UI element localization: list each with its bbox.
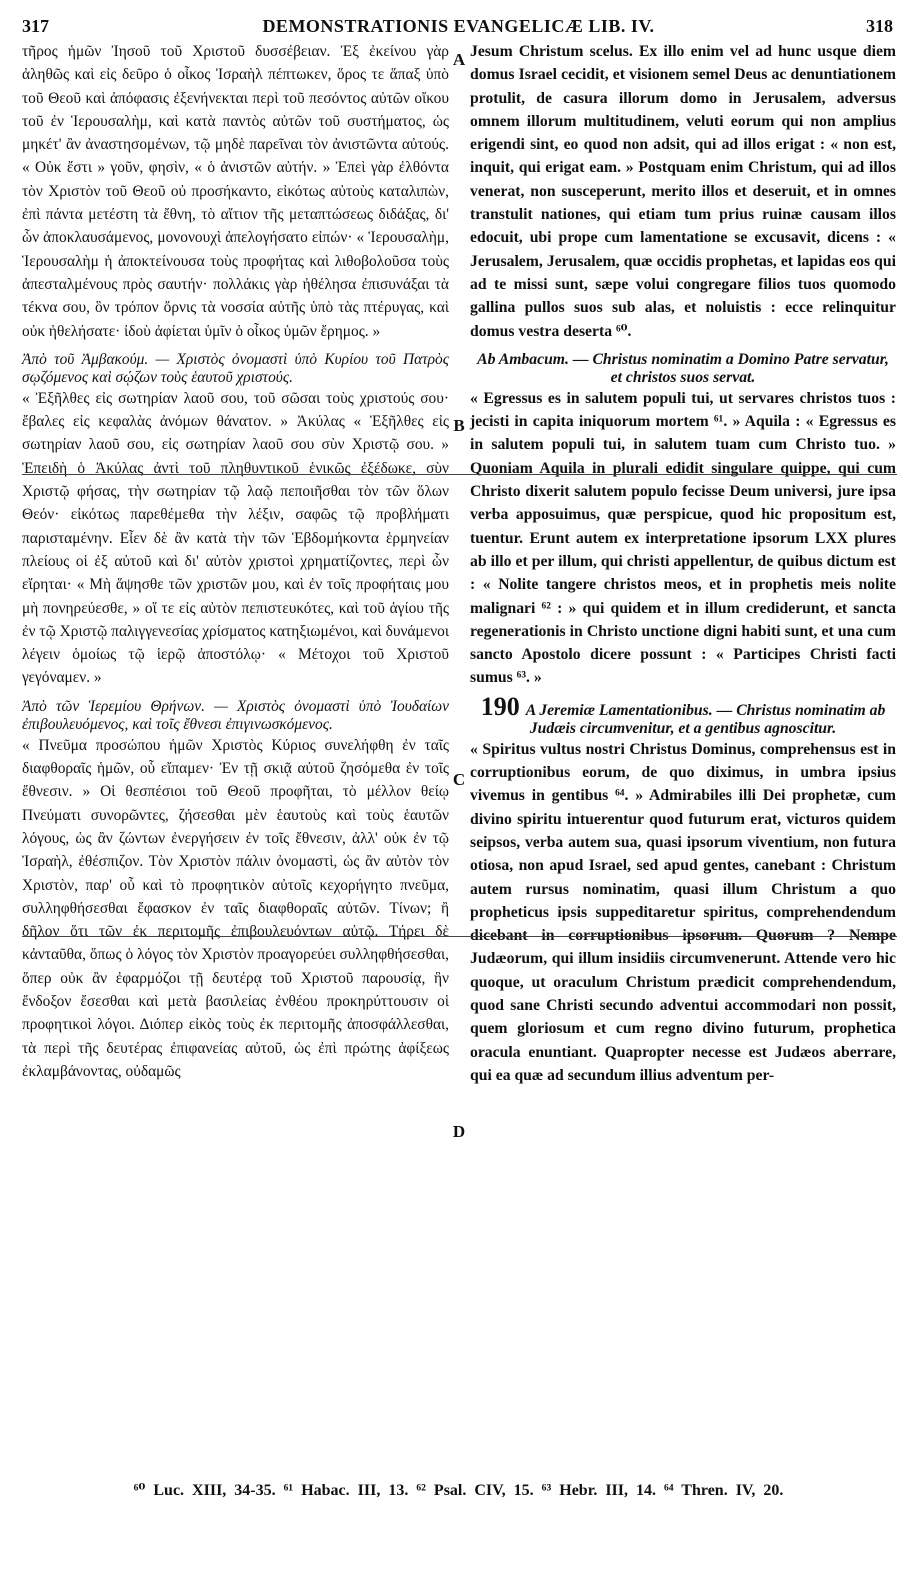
column-number: 190: [480, 691, 520, 721]
latin-heading-lamentations: 190 A Jeremiæ Lamentationibus. — Christus nominatim ab Judæis circumvenitur, et a gentibus agnoscitur.: [480, 691, 886, 737]
section-divider: [22, 936, 897, 937]
page-number-right: 318: [866, 16, 893, 36]
latin-column: [470, 40, 896, 1087]
greek-paragraph-1: τῆρος ἡμῶν Ἰησοῦ τοῦ Χριστοῦ δυσσέβειαν. Ἐξ ἐκείνου γὰρ ἀληθῶς καὶ εἰς δεῦρο ὁ οἶκος Ἰσραὴλ πέπτωκεν, ὅρος τε ἅπαξ ὑπὸ τοῦ Θεοῦ καὶ ἀπόφασις ἐξενήνεκται περὶ τοῦ πεσόντος αὐτῶν οἴκου τοῦ ἐν Ἱερουσαλὴμ, καὶ κατὰ παντὸς αὐτῶν τοῦ συστήματος, ὡς μηκέτ' ἂν ἀναστησομένων, τῷ μηδὲ παρεῖναι τὸν ἀνιστῶντα αὐτούς. « Οὐκ ἔστι » γοῦν, φησὶν, « ὁ ἀνιστῶν αὐτήν. » Ἐπεὶ γὰρ ἐλθόντα τὸν Χριστὸν τοῦ Θεοῦ οὐ προσήκαντο, εἰκότως αὐτοὺς καταλιπὼν, ἐπὶ πάντα μετέστη τὰ ἔθνη, τὸ αἴτιον τῆς μεταπτώσεως διδάξας, δι' ὧν ἀποκλαυσάμενος, μονονουχὶ ἀπελογήσατο εἰπών· « Ἱερουσαλὴμ, Ἱερουσαλὴμ ἡ ἀποκτείνουσα τοὺς προφήτας καὶ λιθοβολοῦσα τοὺς ἀπεσταλμένους πρὸς σαυτήν· πολλάκις γὰρ ἠθέλησα ἐπισυνάξαι τὰ τέκνα σου, ὃν τρόπον ὄρνις τὰ νοσσία αὐτῆς ὑπὸ τὰς πτέρυγας, καὶ οὐκ ἠθελήσατε· ἰδοὺ ἀφίεται ὑμῖν ὁ οἶκος ὑμῶν ἔρημος. »: [22, 43, 449, 340]
page-header: [0, 12, 917, 40]
latin-heading-habakkuk: Ab Ambacum. — Christus nominatim a Domino Patre servatur, et christos suos servat.: [477, 350, 889, 386]
footnotes: ⁶⁰ Luc. XIII, 34-35. ⁶¹ Habac. III, 13. ⁶² Psal. CIV, 15. ⁶³ Hebr. III, 14. ⁶⁴ Thren. IV, 20.: [133, 1482, 784, 1499]
greek-paragraph-2: « Ἐξῆλθες εἰς σωτηρίαν λαοῦ σου, τοῦ σῶσαι τοὺς χριστούς σου· ἔβαλες εἰς κεφαλὰς ἀνόμων θάνατον. » Ἀκύλας « Ἐξῆλθες εἰς σωτηρίαν λαοῦ σου, εἰς σωτηρίαν λαοῦ σου σὺν Χριστῷ σου. » Ἐπειδὴ ὁ Ἀκύλας ἀντὶ τοῦ πληθυντικοῦ ἑνικῶς ἐξέδωκε, σὺν Χριστῷ φήσας, τὴν σωτηρίαν τῷ λαῷ πεποιῆσθαι τὸν τῶν ὅλων Θεόν· εἰκότως παρεθέμεθα τὴν λέξιν, σαφῶς τῷ προβλήματι παρισταμένην. Εἶεν δὲ ἂν κατὰ τὴν τῶν Ἑβδομήκοντα ἑρμηνείαν πλείους οἱ ἐξ αὐτοῦ καὶ δι' αὐτὸν χριστοὶ χρηματίζοντες, περὶ ὧν εἴρηται· « Μὴ ἅψησθε τῶν χριστῶν μου, καὶ ἐν τοῖς προφήταις μου μὴ πονηρεύεσθε, » οἵ τε εἰς αὐτὸν πεπιστευκότες, καὶ τοῦ ἁγίου τῆς ἐν τῷ Χριστῷ παλιγγενεσίας χρίσματος κατηξιωμένοι, καὶ δυνάμενοι λέγειν ὁμοίως τῷ ἱερῷ ἀποστόλῳ· « Μέτοχοι τοῦ Χριστοῦ γεγόναμεν. »: [22, 389, 449, 687]
section-divider: [22, 474, 897, 475]
latin-paragraph-2: « Egressus es in salutem populi tui, ut servares christos tuos : jecisti in capita iniquorum mortem ⁶¹. » Aquila : « Egressus es in salutem populi tui, in salutem tuam cum Christo tuo. » Quoniam Aquila in plurali edidit singulare quippe, qui cum Christo dixerit salutem populo fecisse Deum universi, jure ipsa verba apposuimus, quæ perspicue, quod hic propositum est, tuentur. Erunt autem ex interpretatione ipsorum LXX plures ab illo et per illum, qui christi appellentur, de quibus dictum est : « Nolite tangere christos meos, et in prophetis meis nolite malignari ⁶² : » qui quidem et in illum crediderunt, et sancta regenerationis in Christo unctione digni habiti sunt, et una cum sancto Apostolo dicere possunt : « Participes Christi facti sumus ⁶³. »: [470, 389, 896, 687]
latin-paragraph-3: « Spiritus vultus nostri Christus Dominus, comprehensus est in corruptionibus eorum, de quo diximus, in umbra ipsius vivemus in gentibus ⁶⁴. » Admirabiles illi Dei prophetæ, cum divino spiritu intuerentur quod futurum erat, victuros quidem seipsos, verba autem sua, quasi ipsorum viventium, non futura otiosa, non apud Israel, sed apud gentes, canebant : Christum autem rursus nominatim, quasi illum Christum a quo propheticus ipsis suppeditaretur spiritus, comprehendendum dicebant in corruptionibus ipsorum. Quorum ? Nempe Judæorum, qui illum insidiis circumvenerunt. Attende vero hic quoque, ut oraculum Christum prædicit comprehendendum, quod sane Christi secundo adventui accommodari non possit, quem gloriosum et cum regno divino futurum, prophetica oracula enuntiant. Quapropter necesse est Judæos aberrare, qui ea quæ ad secundum illius adventum per-: [470, 740, 896, 1084]
page-number-left: 317: [22, 16, 49, 36]
latin-paragraph-1: Jesum Christum scelus. Ex illo enim vel ad hunc usque diem domus Israel cecidit, et visionem semel Deus ac denuntiationem protulit, de casura illorum domo in Jerusalem, adversus omnem illorum multitudinem, veluti eorum qui non amplius erigendi sint, eo quod non adsit, qui ad illos erigat : « non est, inquit, qui erigat eam. » Postquam enim Christum, qui ad illos venerat, non susceperunt, merito illos et deseruit, et in omnes transtulit nationes, qui etiam tum prius ruinæ causam illos edocuit, ubi prope cum lamentatione se excusavit, dicens : « Jerusalem, Jerusalem, quæ occidis prophetas, et lapidas eos qui ad te missi sunt, sæpe volui congregare filios tuos quomodo gallina pullos suos sub alas, et noluistis : ecce relinquitur domus vestra deserta ⁶⁰.: [470, 43, 896, 340]
greek-heading-lamentations: Ἀπὸ τῶν Ἱερεμίου Θρήνων. — Χριστὸς ὀνομαστὶ ὑπὸ Ἰουδαίων ἐπιβουλευόμενος, καὶ τοῖς ἔθνεσι ἐπιγινωσκόμενος.: [22, 697, 449, 733]
greek-heading-habakkuk: Ἀπὸ τοῦ Ἀμβακούμ. — Χριστὸς ὀνομαστὶ ὑπὸ Κυρίου τοῦ Πατρὸς σῳζόμενος καὶ σῴζων τοὺς ἑαυτοῦ χριστούς.: [22, 350, 449, 386]
margin-marker-d: D: [452, 1122, 466, 1141]
margin-marker-b: B: [453, 416, 465, 435]
margin-marker-c: C: [452, 770, 466, 789]
running-title: DEMONSTRATIONIS EVANGELICÆ LIB. IV.: [262, 16, 655, 36]
greek-paragraph-3: « Πνεῦμα προσώπου ἡμῶν Χριστὸς Κύριος συνελήφθη ἐν ταῖς διαφθοραῖς ἡμῶν, οὗ εἴπαμεν· Ἐν τῇ σκιᾷ αὐτοῦ ζησόμεθα ἐν τοῖς ἔθνεσιν. » Οἱ θεσπέσιοι τοῦ Θεοῦ προφῆται, τὸ μέλλον θείῳ Πνεύματι συνορῶντες, ζήσεσθαι μὲν ἑαυτοὺς καὶ τοὺς ἑαυτῶν λόγους, ὡς ἂν ζώντων ἐνεργήσειν ἐν τοῖς ἔθνεσιν, ἀλλ' οὐκ ἐν τῷ Ἰσραὴλ, ἐθέσπιζον. Τὸν Χριστὸν πάλιν ὀνομαστὶ, ὡς ἂν αὐτὸν τὸν Χριστὸν, παρ' οὗ καὶ τὸ προφητικὸν αὐτοῖς κεχορήγητο πνεῦμα, συλληφθήσεσθαι ἔφασκον ἐν ταῖς διαφθοραῖς αὐτῶν. Τίνων; ἢ δῆλον ὅτι τῶν ἐκ περιτομῆς ἐπιβουλευόντων αὐτῷ. Τήρει δὲ κἀνταῦθα, ὅπως ὁ λόγος τὸν Χριστὸν προαγορεύει συλληφθήσεσθαι, ὅπερ οὐκ ἂν ἐφαρμόζοι τῇ δευτέρᾳ τοῦ Χριστοῦ παρουσίᾳ, ἣν ἔνδοξον ἔσεσθαι καὶ μετὰ βασιλείας ἐνθέου προκηρύττουσιν οἱ προφητικοὶ λόγοι. Διόπερ εἰκὸς τοὺς ἐκ περιτομῆς ἀποσφάλλεσθαι, τὰ περὶ τῆς δευτέρας ἐπιφανείας αὐτοῦ, ὡς ἐπὶ πρώτης ἀφίξεως ἐκλαμβάνοντας, οὐδαμῶς: [22, 736, 449, 1080]
margin-marker-a: A: [452, 50, 466, 69]
greek-column: [22, 40, 449, 1083]
